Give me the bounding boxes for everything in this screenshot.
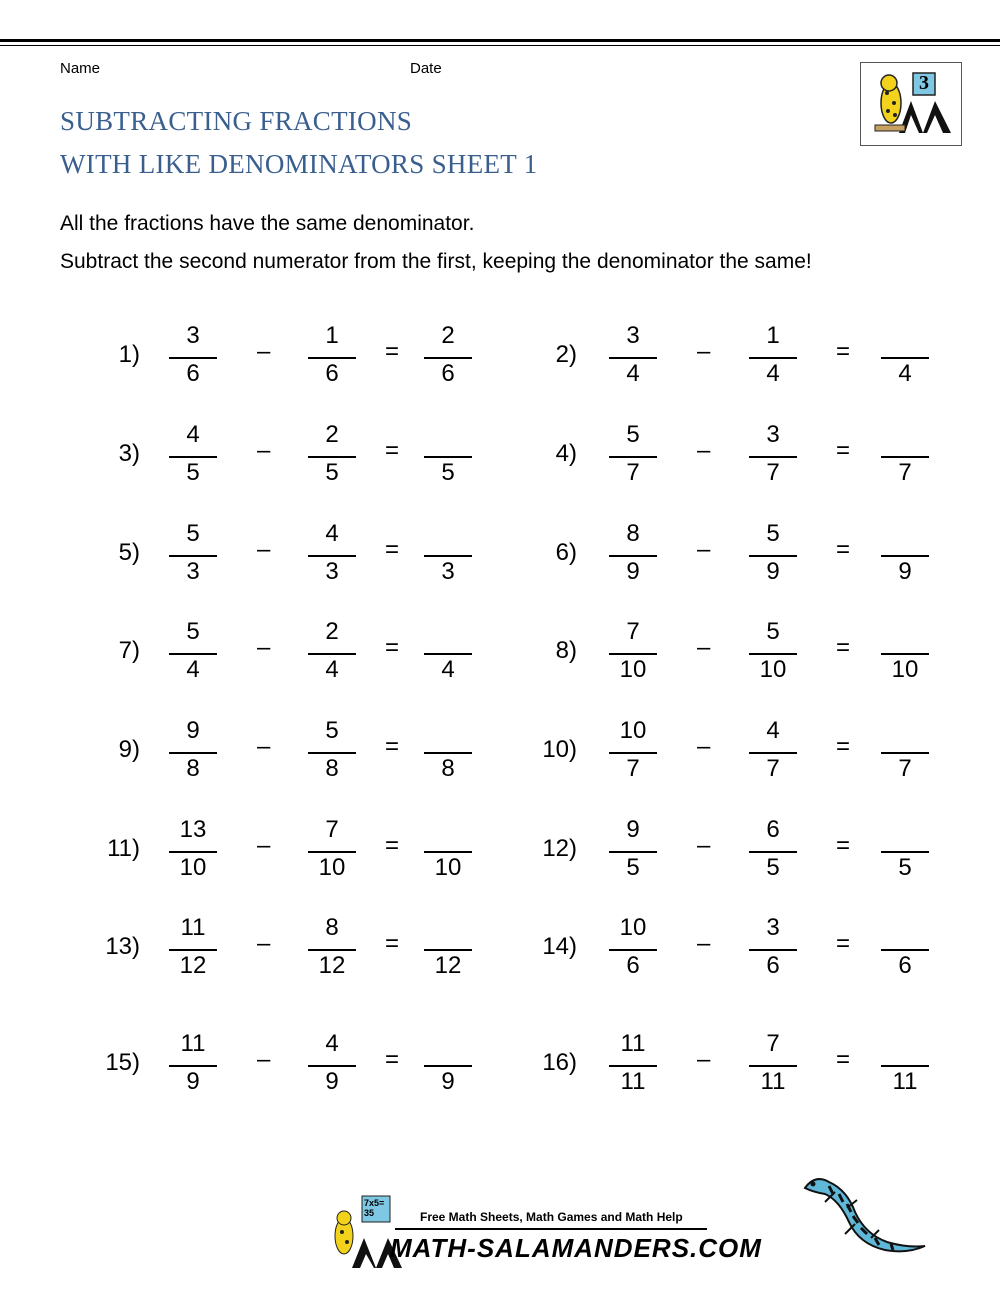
fraction-a-bar (169, 949, 217, 951)
minus-sign: – (697, 832, 711, 859)
fraction-a-numerator: 5 (186, 618, 200, 645)
fraction-b (304, 914, 360, 984)
answer-fraction (877, 1030, 933, 1100)
fraction-a-denominator: 3 (186, 558, 200, 585)
fraction-a-numerator: 3 (626, 322, 640, 349)
problem-number: 3) (118, 440, 140, 467)
fraction-a (165, 520, 221, 590)
fraction-b-denominator: 11 (760, 1068, 786, 1095)
fraction-b (304, 618, 360, 688)
answer-fraction (420, 1030, 476, 1100)
minus-sign: – (257, 536, 271, 563)
fraction-a-numerator: 10 (619, 914, 647, 941)
equals-sign: = (385, 1046, 400, 1073)
fraction-a-denominator: 5 (626, 854, 640, 881)
fraction-b-bar (749, 456, 797, 458)
fraction-b-numerator: 2 (325, 618, 339, 645)
fraction-a-numerator: 4 (186, 421, 200, 448)
answer-fraction-bar (424, 456, 472, 458)
fraction-b (745, 717, 801, 787)
fraction-a-numerator: 3 (186, 322, 200, 349)
fraction-b-bar (749, 653, 797, 655)
footer-site-link[interactable]: MATH-SALAMANDERS.COM (390, 1233, 762, 1263)
fraction-b-denominator: 6 (325, 360, 339, 387)
fraction-b-numerator: 5 (766, 618, 780, 645)
fraction-b-bar (749, 851, 797, 853)
fraction-a-denominator: 9 (626, 558, 640, 585)
equals-sign: = (836, 437, 851, 464)
instruction-line2: Subtract the second numerator from the first, keeping the denominator the same! (60, 250, 812, 273)
fraction-a-denominator: 9 (186, 1068, 200, 1095)
fraction-b (304, 520, 360, 590)
top-rule (0, 39, 1000, 42)
fraction-a-bar (609, 357, 657, 359)
minus-sign: – (697, 536, 711, 563)
equals-sign: = (385, 437, 400, 464)
minus-sign: – (257, 733, 271, 760)
fraction-a-numerator: 13 (179, 816, 207, 843)
equals-sign: = (385, 634, 400, 661)
fraction-a (165, 914, 221, 984)
answer-fraction-bar (881, 653, 929, 655)
fraction-a-denominator: 12 (179, 952, 207, 979)
answer-fraction-denominator: 11 (892, 1068, 918, 1095)
answer-fraction-bar (881, 851, 929, 853)
fraction-a-numerator: 10 (619, 717, 647, 744)
fraction-b (304, 1030, 360, 1100)
footer-badge-text: 7x5= 35 (364, 1198, 385, 1218)
problem-number: 10) (542, 736, 577, 763)
fraction-a (165, 816, 221, 886)
fraction-a-denominator: 8 (186, 755, 200, 782)
fraction-a (165, 322, 221, 392)
answer-fraction (420, 914, 476, 984)
fraction-b (745, 816, 801, 886)
fraction-a-bar (609, 456, 657, 458)
fraction-a (605, 717, 661, 787)
fraction-a (605, 618, 661, 688)
fraction-b-numerator: 5 (325, 717, 339, 744)
fraction-b (745, 421, 801, 491)
answer-fraction (877, 520, 933, 590)
answer-fraction-bar (424, 653, 472, 655)
equals-sign: = (836, 1046, 851, 1073)
fraction-a (165, 618, 221, 688)
fraction-b (304, 421, 360, 491)
problem-number: 12) (542, 835, 577, 862)
fraction-b-bar (308, 851, 356, 853)
answer-fraction-bar (424, 752, 472, 754)
fraction-b-denominator: 3 (325, 558, 339, 585)
fraction-a-bar (609, 752, 657, 754)
fraction-a (165, 717, 221, 787)
grade-logo (860, 62, 962, 146)
fraction-b-denominator: 7 (766, 755, 780, 782)
minus-sign: – (257, 338, 271, 365)
grade-number: 3 (919, 72, 929, 94)
problem-number: 13) (105, 933, 140, 960)
fraction-b-denominator: 4 (325, 656, 339, 683)
fraction-b-numerator: 2 (325, 421, 339, 448)
fraction-a-numerator: 5 (186, 520, 200, 547)
fraction-b-bar (749, 752, 797, 754)
minus-sign: – (257, 930, 271, 957)
page-title-line1: SUBTRACTING FRACTIONS (60, 106, 413, 136)
fraction-b-denominator: 10 (318, 854, 346, 881)
answer-fraction (877, 421, 933, 491)
answer-fraction-bar (424, 555, 472, 557)
salamander-icon (795, 1168, 930, 1258)
answer-fraction-denominator: 6 (898, 952, 912, 979)
minus-sign: – (697, 634, 711, 661)
fraction-b-denominator: 5 (766, 854, 780, 881)
fraction-a-denominator: 6 (186, 360, 200, 387)
answer-fraction-denominator: 9 (441, 1068, 455, 1095)
answer-fraction-bar (424, 851, 472, 853)
answer-fraction-denominator: 10 (434, 854, 462, 881)
fraction-b-denominator: 5 (325, 459, 339, 486)
fraction-b (745, 520, 801, 590)
answer-fraction-denominator: 7 (898, 755, 912, 782)
answer-fraction (877, 717, 933, 787)
fraction-a (605, 1030, 661, 1100)
fraction-b (304, 816, 360, 886)
fraction-a-numerator: 8 (626, 520, 640, 547)
minus-sign: – (697, 1046, 711, 1073)
answer-fraction (877, 816, 933, 886)
fraction-a-numerator: 11 (620, 1030, 646, 1057)
answer-fraction (877, 618, 933, 688)
fraction-b (304, 322, 360, 392)
fraction-a-bar (609, 949, 657, 951)
fraction-a-bar (609, 851, 657, 853)
answer-fraction-denominator: 12 (434, 952, 462, 979)
answer-fraction-bar (424, 1065, 472, 1067)
fraction-a (605, 914, 661, 984)
problem-number: 7) (118, 637, 140, 664)
answer-fraction-denominator: 10 (891, 656, 919, 683)
answer-fraction-denominator: 5 (898, 854, 912, 881)
minus-sign: – (697, 338, 711, 365)
minus-sign: – (257, 832, 271, 859)
fraction-b-bar (308, 752, 356, 754)
fraction-b-numerator: 4 (766, 717, 780, 744)
answer-fraction (877, 322, 933, 392)
answer-fraction-denominator: 5 (441, 459, 455, 486)
minus-sign: – (697, 930, 711, 957)
fraction-b-bar (749, 949, 797, 951)
problem-number: 11) (107, 835, 140, 862)
fraction-b-denominator: 8 (325, 755, 339, 782)
answer-fraction-bar (881, 555, 929, 557)
answer-fraction-denominator: 9 (898, 558, 912, 585)
fraction-b-numerator: 7 (766, 1030, 780, 1057)
answer-fraction (420, 816, 476, 886)
problem-number: 9) (118, 736, 140, 763)
minus-sign: – (257, 1046, 271, 1073)
answer-fraction-denominator: 4 (898, 360, 912, 387)
fraction-a (605, 322, 661, 392)
fraction-b-numerator: 5 (766, 520, 780, 547)
problem-number: 4) (555, 440, 577, 467)
fraction-b-bar (749, 1065, 797, 1067)
footer-tagline: Free Math Sheets, Math Games and Math Help (420, 1210, 683, 1224)
fraction-a-bar (609, 653, 657, 655)
equals-sign: = (385, 832, 400, 859)
fraction-a-denominator: 10 (179, 854, 207, 881)
problem-number: 2) (555, 341, 577, 368)
fraction-b-numerator: 7 (325, 816, 339, 843)
answer-fraction-numerator[interactable]: 2 (441, 322, 455, 349)
fraction-b-numerator: 1 (325, 322, 339, 349)
fraction-a-denominator: 10 (619, 656, 647, 683)
fraction-a-denominator: 7 (626, 459, 640, 486)
fraction-a-numerator: 11 (180, 914, 206, 941)
page-title-line2: WITH LIKE DENOMINATORS SHEET 1 (60, 149, 538, 179)
minus-sign: – (257, 437, 271, 464)
problem-number: 8) (555, 637, 577, 664)
problem-number: 1) (118, 341, 140, 368)
fraction-a-bar (169, 752, 217, 754)
fraction-a-bar (169, 1065, 217, 1067)
fraction-b (745, 914, 801, 984)
fraction-b-bar (308, 555, 356, 557)
fraction-a (605, 421, 661, 491)
fraction-a-denominator: 4 (186, 656, 200, 683)
answer-fraction (877, 914, 933, 984)
fraction-a-bar (169, 653, 217, 655)
equals-sign: = (836, 733, 851, 760)
fraction-a-bar (169, 456, 217, 458)
fraction-a (605, 520, 661, 590)
answer-fraction-bar (881, 949, 929, 951)
fraction-b-denominator: 4 (766, 360, 780, 387)
fraction-a-denominator: 6 (626, 952, 640, 979)
answer-fraction-denominator: 7 (898, 459, 912, 486)
fraction-a-denominator: 4 (626, 360, 640, 387)
fraction-b-denominator: 12 (318, 952, 346, 979)
fraction-a-bar (609, 1065, 657, 1067)
fraction-b-denominator: 9 (325, 1068, 339, 1095)
fraction-a-denominator: 5 (186, 459, 200, 486)
fraction-b (745, 618, 801, 688)
fraction-b-denominator: 9 (766, 558, 780, 585)
fraction-b-denominator: 10 (759, 656, 787, 683)
fraction-a-numerator: 11 (180, 1030, 206, 1057)
fraction-b-denominator: 6 (766, 952, 780, 979)
problem-number: 5) (118, 539, 140, 566)
top-rule-thin (0, 45, 1000, 46)
fraction-a-bar (169, 851, 217, 853)
fraction-a-bar (169, 357, 217, 359)
date-label: Date (410, 60, 442, 77)
equals-sign: = (836, 338, 851, 365)
answer-fraction (420, 618, 476, 688)
fraction-b-bar (749, 555, 797, 557)
fraction-a-denominator: 7 (626, 755, 640, 782)
fraction-b-numerator: 6 (766, 816, 780, 843)
problem-number: 6) (555, 539, 577, 566)
fraction-b-bar (308, 1065, 356, 1067)
fraction-b-numerator: 4 (325, 1030, 339, 1057)
fraction-b-numerator: 1 (766, 322, 780, 349)
fraction-b-denominator: 7 (766, 459, 780, 486)
instruction-line1: All the fractions have the same denominator. (60, 212, 475, 235)
fraction-a (165, 421, 221, 491)
fraction-b-bar (308, 456, 356, 458)
minus-sign: – (697, 437, 711, 464)
fraction-a-denominator: 11 (620, 1068, 646, 1095)
salamander-logo-icon (861, 63, 961, 145)
answer-fraction-bar (881, 752, 929, 754)
answer-fraction (420, 520, 476, 590)
equals-sign: = (385, 536, 400, 563)
equals-sign: = (385, 930, 400, 957)
answer-fraction-denominator: 6 (441, 360, 455, 387)
equals-sign: = (385, 338, 400, 365)
answer-fraction-bar (881, 456, 929, 458)
answer-fraction-denominator: 4 (441, 656, 455, 683)
answer-fraction-bar (424, 357, 472, 359)
answer-fraction-denominator: 8 (441, 755, 455, 782)
answer-fraction (420, 322, 476, 392)
fraction-b (304, 717, 360, 787)
salamander-illustration (795, 1168, 930, 1258)
fraction-a-numerator: 7 (626, 618, 640, 645)
equals-sign: = (836, 536, 851, 563)
problem-number: 16) (542, 1049, 577, 1076)
answer-fraction-bar (881, 1065, 929, 1067)
equals-sign: = (836, 634, 851, 661)
fraction-a-numerator: 5 (626, 421, 640, 448)
answer-fraction-denominator: 3 (441, 558, 455, 585)
minus-sign: – (697, 733, 711, 760)
fraction-b (745, 322, 801, 392)
fraction-b-numerator: 8 (325, 914, 339, 941)
fraction-a (165, 1030, 221, 1100)
fraction-b-bar (308, 653, 356, 655)
fraction-a-bar (609, 555, 657, 557)
fraction-b-numerator: 4 (325, 520, 339, 547)
minus-sign: – (257, 634, 271, 661)
equals-sign: = (836, 832, 851, 859)
problem-number: 14) (542, 933, 577, 960)
answer-fraction (420, 421, 476, 491)
answer-fraction-bar (881, 357, 929, 359)
problem-number: 15) (105, 1049, 140, 1076)
fraction-a-numerator: 9 (626, 816, 640, 843)
equals-sign: = (385, 733, 400, 760)
fraction-b (745, 1030, 801, 1100)
fraction-b-numerator: 3 (766, 914, 780, 941)
fraction-b-bar (749, 357, 797, 359)
name-label: Name (60, 60, 101, 77)
equals-sign: = (836, 930, 851, 957)
fraction-a-bar (169, 555, 217, 557)
fraction-b-bar (308, 357, 356, 359)
answer-fraction (420, 717, 476, 787)
fraction-a (605, 816, 661, 886)
answer-fraction-bar (424, 949, 472, 951)
fraction-b-bar (308, 949, 356, 951)
fraction-a-numerator: 9 (186, 717, 200, 744)
footer-rule (395, 1228, 707, 1230)
fraction-b-numerator: 3 (766, 421, 780, 448)
